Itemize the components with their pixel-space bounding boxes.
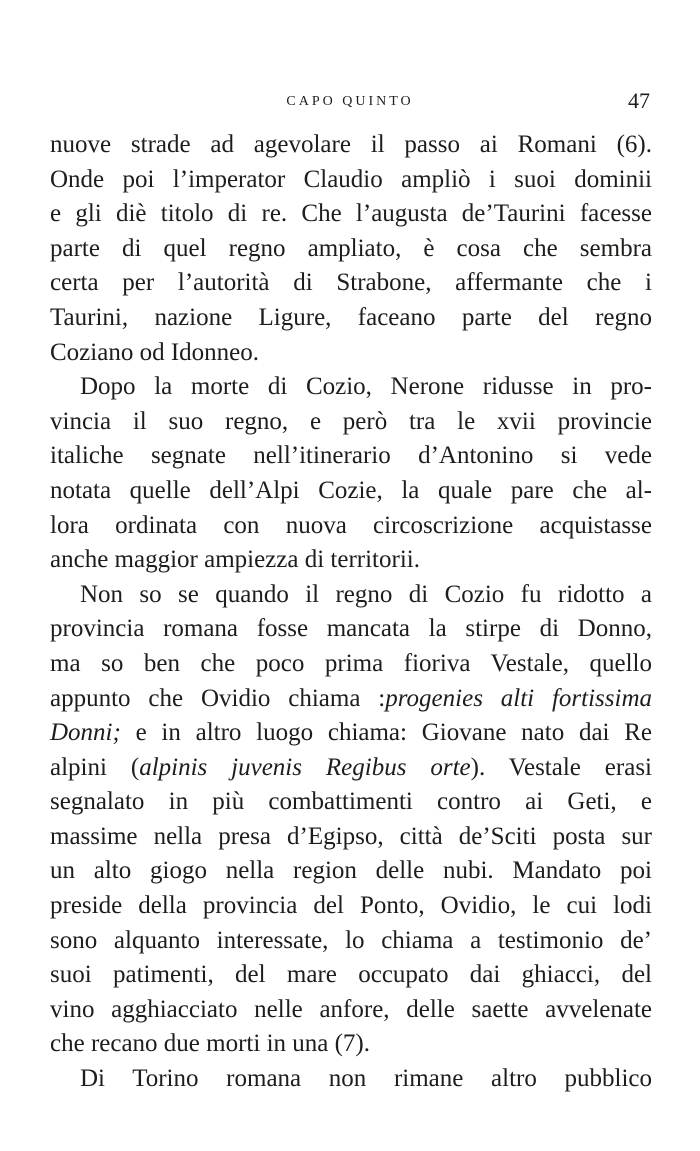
text-line: Taurini, nazione Ligure, faceano parte del regno — [50, 303, 652, 331]
text-line — [50, 751, 652, 786]
text-line: suoi patimenti, del mare occupato dai ghiacci, del — [50, 961, 652, 989]
text-line: Coziano od Idonneo. — [50, 338, 259, 366]
text-line: nuove strade ad agevolare il passo ai Romani (6). — [50, 131, 652, 158]
text-line: un alto giogo nella region delle nubi. Mandato poi — [50, 857, 652, 885]
text-line: parte di quel regno ampliato, è cosa che sembra — [50, 234, 652, 262]
text-line: e gli diè titolo di re. Che l’augusta de’Taurini facesse — [50, 200, 652, 228]
page-number: 47 — [628, 88, 650, 113]
text-line — [50, 682, 652, 717]
text-line: preside della provincia del Ponto, Ovidio, le cui lodi — [50, 892, 652, 920]
text-line: Onde poi l’imperator Claudio ampliò i suoi dominii — [50, 165, 652, 193]
latin-quote: Donni; — [50, 719, 121, 747]
text-line: notata quelle dell’Alpi Cozie, la quale pare che al- — [50, 476, 652, 504]
text-line: lora ordinata con nuova circoscrizione acquistasse — [50, 511, 652, 539]
latin-quote: alpinis juvenis Regibus orte — [139, 753, 471, 781]
text-line: provincia romana fosse mancata la stirpe di Donno, — [50, 615, 652, 643]
text-line: anche maggior ampiezza di territorii. — [50, 546, 420, 574]
text-line: vincia il suo regno, e però tra le xvii provincie — [50, 407, 652, 435]
text-line: Dopo la morte di Cozio, Nerone ridusse in pro- — [80, 373, 652, 401]
running-title: CAPO QUINTO — [286, 94, 414, 109]
text-line: vino agghiacciato nelle anfore, delle saette avvelenate — [50, 995, 652, 1023]
text-line — [50, 716, 652, 751]
text-segment: alpini ( — [50, 753, 140, 781]
text-segment: appunto che Ovidio chiama : — [50, 684, 386, 712]
latin-quote: progenies alti fortissima — [385, 684, 652, 712]
text-line: massime nella presa d’Egipso, città de’Sciti posta sur — [50, 822, 652, 850]
text-line: sono alquanto interessate, lo chiama a testimonio de’ — [50, 926, 652, 954]
text-line: certa per l’autorità di Strabone, affermante che i — [50, 269, 652, 297]
text-line: ma so ben che poco prima fioriva Vestale, quello — [50, 649, 652, 677]
text-line: che recano due morti in una (7). — [50, 1030, 371, 1058]
text-segment: e in altro luogo chiama: Giovane nato dai Re — [135, 719, 652, 747]
text-line: Non so se quando il regno di Cozio fu ridotto a — [80, 580, 652, 608]
body-text — [50, 128, 652, 1097]
text-line: segnalato in più combattimenti contro ai Geti, e — [50, 788, 652, 816]
text-line: Di Torino romana non rimane altro pubblico — [80, 1065, 652, 1093]
text-line: italiche segnate nell’itinerario d’Antonino si vede — [50, 442, 652, 470]
running-head — [50, 88, 650, 116]
text-segment: ). Vestale erasi — [470, 753, 652, 781]
